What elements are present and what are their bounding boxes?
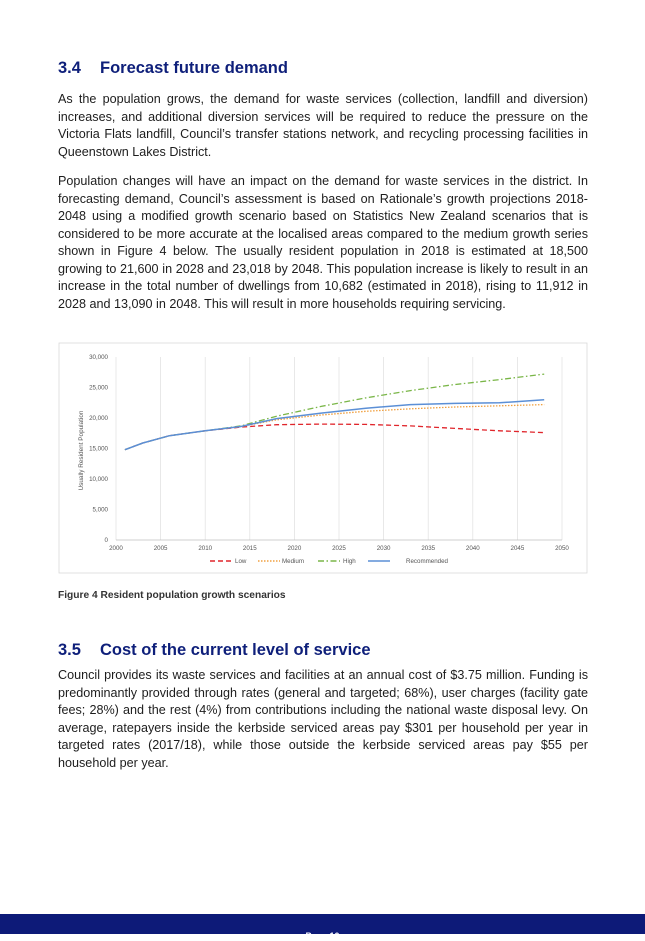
y-tick-label: 30,000 [89,354,108,361]
paragraph-waste-demand: As the population grows, the demand for waste services (collection, landfill and diversion) increases, and additional diversion services will be required to reduce the pressure on the Victoria Flats landfill, Council’s transfer stations network, and recycling processing facilities in Queenstown Lakes District. [58,92,588,159]
y-tick-label: 0 [104,537,108,544]
legend-label-recommended: Recommended [406,558,448,566]
legend-label-medium: Medium [282,558,305,566]
legend-label-low: Low [235,558,247,566]
page-number: Page 10 [305,931,340,941]
x-tick-label: 2035 [421,545,436,552]
section-number: 3.4 [58,59,81,77]
section-number: 3.5 [58,641,81,659]
y-tick-label: 20,000 [89,415,108,422]
x-tick-label: 2040 [465,545,480,552]
x-tick-label: 2050 [555,545,569,552]
x-tick-label: 2000 [109,545,123,552]
chart-frame [59,343,587,573]
page-footer-bar [0,914,645,941]
paragraph-cost-of-service: Council provides its waste services and facilities at an annual cost of $3.75 million. Funding is predominantly provided through rates (general and targeted; 68%), user charges (facility gate fees; 28%) and the rest (4%) from contributions including the national waste disposal levy. On average, ratepayers inside the kerbside serviced areas pay $301 per household per year in targeted rates (2017/18), while those outside the kerbside serviced areas pay $55 per household per year. [58,668,588,770]
section-title: Forecast future demand [100,59,288,77]
population-chart [58,342,588,574]
y-tick-label: 15,000 [89,445,108,453]
legend-label-high: High [343,558,356,566]
figure-caption: Figure 4 Resident population growth scenarios [58,590,286,601]
y-tick-label: 5,000 [92,506,108,514]
x-tick-label: 2005 [153,545,168,552]
y-axis-label: Usually Resident Population [78,410,85,491]
x-tick-label: 2010 [198,545,213,552]
section-heading-3-4 [58,59,288,78]
section-heading-3-5 [58,641,371,660]
chart-svg [58,342,588,574]
section-title: Cost of the current level of service [100,641,371,659]
y-tick-label: 25,000 [89,384,108,392]
x-tick-label: 2030 [376,545,391,552]
x-tick-label: 2015 [242,545,257,552]
x-tick-label: 2020 [287,545,302,552]
y-tick-label: 10,000 [89,476,108,483]
x-tick-label: 2025 [332,545,346,552]
x-tick-label: 2045 [510,545,525,552]
paragraph-population-changes: Population changes will have an impact on the demand for waste services in the district. In forecasting demand, Council’s assessment is based on Rationale’s growth projections 2018-2048 using a modified growth scenario based on Statistics New Zealand scenarios that is considered to be more accurate at the localised areas compared to the medium growth series shown in Figure 4 below. The usually resident population in 2018 is estimated at 18,500 growing to 21,600 in 2028 and 23,018 by 2048. This population increase is likely to result in an increase in the total number of dwellings from 10,682 (estimated in 2018), rising to 11,912 in 2028 and 13,090 in 2048. This will result in more households requiring servicing. [58,174,588,311]
